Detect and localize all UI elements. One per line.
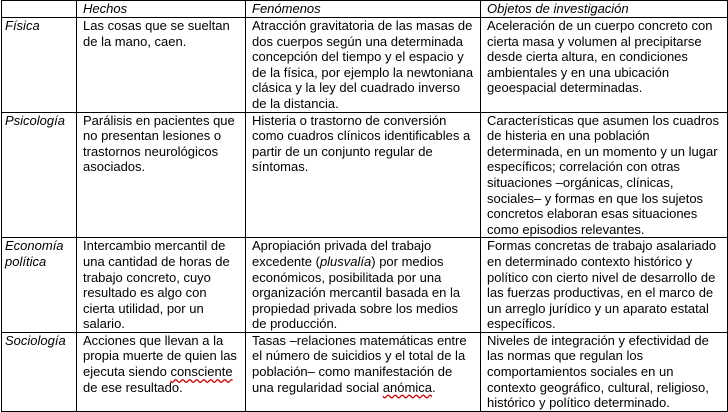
row-label: Sociología bbox=[2, 332, 77, 411]
header-row bbox=[2, 1, 728, 18]
cell-objetos: Niveles de integración y efectividad de las normas que regulan los comportamientos sociales en un contexto geográfico, cultural, religioso, histórico y político determinado. bbox=[481, 332, 728, 411]
cell-fenomenos bbox=[246, 332, 481, 411]
cell-text-pre: Tasas –relaciones matemáticas entre el número de suicidios y el total de la población– como manifestación de una regularidad social bbox=[252, 332, 467, 395]
table-row-psicologia bbox=[2, 112, 728, 238]
table-row-sociologia bbox=[2, 332, 728, 411]
cell-hechos: Parálisis en pacientes que no presentan lesiones o trastornos neurológicos asociados. bbox=[77, 112, 246, 238]
row-label-line1: Economía bbox=[5, 238, 64, 254]
cell-hechos: Intercambio mercantil de una cantidad de horas de trabajo concreto, cuyo resultado es algo con cierta utilidad, por un salario. bbox=[77, 238, 246, 333]
row-label: Física bbox=[2, 18, 77, 113]
table-row-fisica bbox=[2, 18, 728, 113]
cell-text-pre: Acciones que llevan a la propia muerte de quien las ejecuta siendo bbox=[83, 332, 237, 380]
row-label bbox=[2, 238, 77, 333]
cell-text-italic: plusvalía bbox=[319, 253, 372, 269]
cell-objetos: Características que asumen los cuadros de histeria en una población determinada, en un momento y un lugar específicos; correlación con otras situaciones –orgánicas, clínicas, sociales– y formas en que los sujetos concretos elaboran esas situaciones como episodios relevantes. bbox=[481, 112, 728, 238]
cell-objetos: Formas concretas de trabajo asalariado en determinado contexto histórico y político con cierto nivel de desarrollo de las fuerzas productivas, en el marco de un arreglo jurídico y un aparato estatal específicos. bbox=[481, 238, 728, 333]
cell-text-pre: Apropiación privada del trabajo excedente ( bbox=[252, 238, 432, 269]
spellcheck-underlined-word: anómica bbox=[382, 379, 432, 395]
cell-text-post: . bbox=[431, 379, 436, 395]
cell-objetos: Aceleración de un cuerpo concreto con cierta masa y volumen al precipitarse desde cierta altura, en condiciones ambientales y en una ubicación geoespacial determinadas. bbox=[481, 18, 728, 113]
row-label: Psicología bbox=[2, 112, 77, 238]
cell-text-post: de ese resultado. bbox=[83, 379, 183, 395]
row-label-line2: política bbox=[5, 253, 47, 269]
cell-fenomenos bbox=[246, 238, 481, 333]
cell-fenomenos: Histeria o trastorno de conversión como cuadros clínicos identificables a partir de un conjunto regular de síntomas. bbox=[246, 112, 481, 238]
cell-fenomenos: Atracción gravitatoria de las masas de dos cuerpos según una determinada concepción del tiempo y el espacio y de la física, por ejemplo la newtoniana clásica y la ley del cuadrado inverso de la distancia. bbox=[246, 18, 481, 113]
cell-text-post: ) por medios económicos, posibilitada por una organización mercantil basada en la propiedad privada sobre los medios de producción. bbox=[252, 253, 461, 332]
header-empty bbox=[2, 1, 77, 18]
cell-hechos bbox=[77, 332, 246, 411]
spellcheck-underlined-word: consciente bbox=[170, 364, 233, 380]
table-row-economia-politica bbox=[2, 238, 728, 333]
header-fenomenos: Fenómenos bbox=[246, 1, 481, 18]
header-objetos: Objetos de investigación bbox=[481, 1, 728, 18]
cell-hechos: Las cosas que se sueltan de la mano, caen. bbox=[77, 18, 246, 113]
research-comparison-table bbox=[1, 0, 728, 412]
header-hechos: Hechos bbox=[77, 1, 246, 18]
